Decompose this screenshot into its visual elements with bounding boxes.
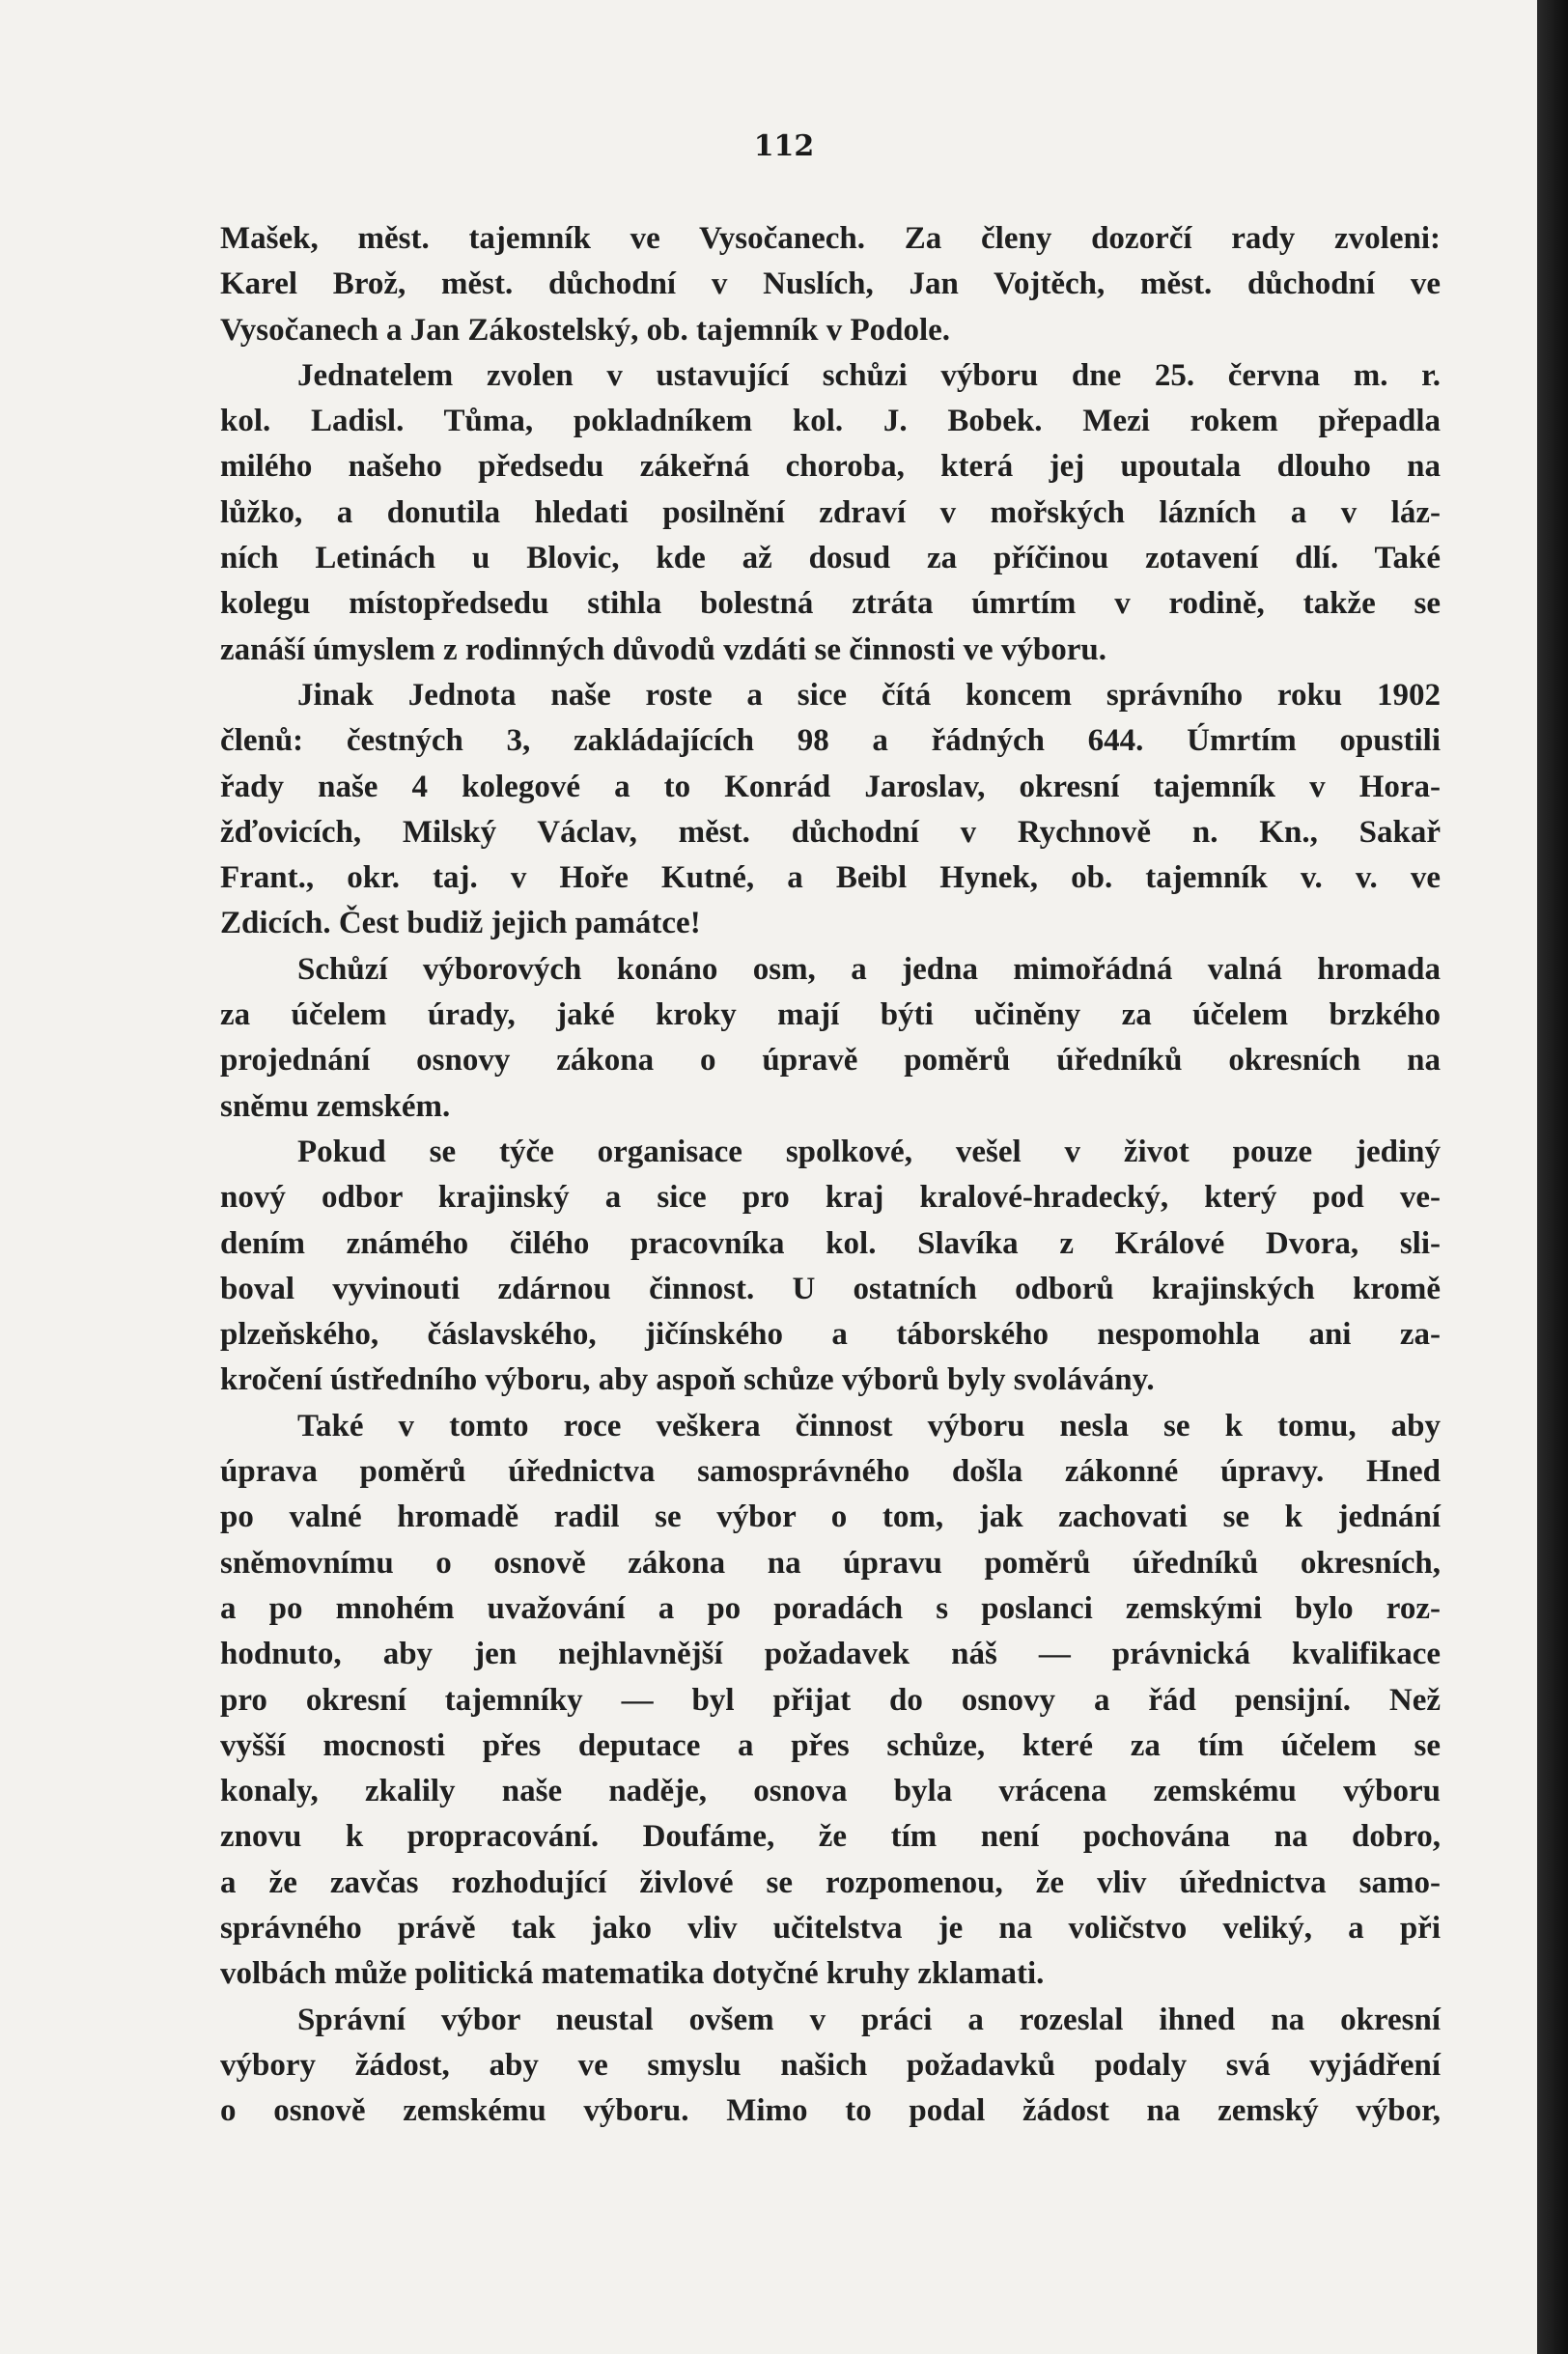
text-line: Zdicích. Čest budiž jejich památce!: [220, 906, 701, 941]
text-line: konaly, zkalily naše naděje, osnova byla vrácena zemskému výboru: [220, 1774, 1441, 1809]
text-line: a po mnohém uvažování a po poradách s poslanci zemskými bylo roz-: [220, 1590, 1441, 1626]
text-line: hodnuto, aby jen nejhlavnější požadavek náš — právnická kvalifikace: [220, 1637, 1441, 1672]
text-line: pro okresní tajemníky — byl přijat do osnovy a řád pensijní. Než: [220, 1682, 1441, 1718]
text-line: dením známého čilého pracovníka kol. Slavíka z Králové Dvora, sli-: [220, 1225, 1441, 1261]
text-line: výbory žádost, aby ve smyslu našich požadavků podaly svá vyjádření: [220, 2047, 1441, 2083]
text-line: kročení ústředního výboru, aby aspoň schůze výborů byly svolávány.: [220, 1362, 1155, 1398]
text-line: sněmovnímu o osnově zákona na úpravu poměrů úředníků okresních,: [220, 1545, 1441, 1581]
text-line: Schůzí výborových konáno osm, a jedna mimořádná valná hromada: [297, 951, 1441, 987]
text-line: Mašek, měst. tajemník ve Vysočanech. Za členy dozorčí rady zvoleni:: [220, 221, 1441, 256]
text-line: správného právě tak jako vliv učitelstva je na voličstvo veliký, a při: [220, 1910, 1441, 1946]
text-line: nový odbor krajinský a sice pro kraj kralové-hradecký, který pod ve-: [220, 1180, 1441, 1216]
text-line: kolegu místopředsedu stihla bolestná ztráta úmrtím v rodině, takže se: [220, 586, 1441, 622]
text-line: Také v tomto roce veškera činnost výboru nesla se k tomu, aby: [297, 1408, 1441, 1443]
text-line: ních Letinách u Blovic, kde až dosud za příčinou zotavení dlí. Také: [220, 541, 1441, 576]
text-line: o osnově zemskému výboru. Mimo to podal žádost na zemský výbor,: [220, 2093, 1441, 2129]
text-line: za účelem úrady, jaké kroky mají býti učiněny za účelem brzkého: [220, 997, 1441, 1033]
text-line: projednání osnovy zákona o úpravě poměrů úředníků okresních na: [220, 1043, 1441, 1079]
text-line: Karel Brož, měst. důchodní v Nuslích, Jan Vojtěch, měst. důchodní ve: [220, 266, 1441, 302]
text-line: Vysočanech a Jan Zákostelský, ob. tajemník v Podole.: [220, 312, 951, 348]
text-line: Frant., okr. taj. v Hoře Kutné, a Beibl Hynek, ob. tajemník v. v. ve: [220, 860, 1441, 896]
text-line: plzeňského, čáslavského, jičínského a táborského nespomohla ani za-: [220, 1317, 1441, 1353]
text-line: řady naše 4 kolegové a to Konrád Jaroslav, okresní tajemník v Hora-: [220, 769, 1441, 804]
text-line: členů: čestných 3, zakládajících 98 a řádných 644. Úmrtím opustili: [220, 723, 1441, 759]
text-line: lůžko, a donutila hledati posilnění zdraví v mořských lázních a v láz-: [220, 494, 1441, 530]
text-line: znovu k propracování. Doufáme, že tím není pochována na dobro,: [220, 1819, 1441, 1855]
text-line: Jednatelem zvolen v ustavující schůzi výboru dne 25. června m. r.: [297, 357, 1441, 393]
page-edge: [1537, 0, 1568, 2354]
text-line: žďovicích, Milský Václav, měst. důchodní v Rychnově n. Kn., Sakař: [220, 814, 1441, 850]
text-line: úprava poměrů úřednictva samosprávného došla zákonné úpravy. Hned: [220, 1454, 1441, 1490]
text-line: zanáší úmyslem z rodinných důvodů vzdáti se činnosti ve výboru.: [220, 631, 1107, 667]
text-line: po valné hromadě radil se výbor o tom, jak zachovati se k jednání: [220, 1499, 1441, 1535]
text-line: Pokud se týče organisace spolkové, vešel v život pouze jediný: [297, 1134, 1441, 1169]
text-line: Správní výbor neustal ovšem v práci a rozeslal ihned na okresní: [297, 2002, 1441, 2037]
text-line: kol. Ladisl. Tůma, pokladníkem kol. J. Bobek. Mezi rokem přepadla: [220, 404, 1441, 439]
text-line: a že zavčas rozhodující živlové se rozpomenou, že vliv úřednictva samo-: [220, 1864, 1441, 1900]
body-text: [220, 216, 1441, 2134]
page-number: 112: [753, 129, 815, 163]
text-line: milého našeho předsedu zákeřná choroba, která jej upoutala dlouho na: [220, 449, 1441, 485]
text-line: vyšší mocnosti přes deputace a přes schůze, které za tím účelem se: [220, 1727, 1441, 1763]
text-line: sněmu zemském.: [220, 1088, 451, 1124]
text-line: boval vyvinouti zdárnou činnost. U ostatních odborů krajinských kromě: [220, 1271, 1441, 1306]
text-line: volbách může politická matematika dotyčné kruhy zklamati.: [220, 1956, 1045, 1992]
text-line: Jinak Jednota naše roste a sice čítá koncem správního roku 1902: [297, 677, 1441, 713]
